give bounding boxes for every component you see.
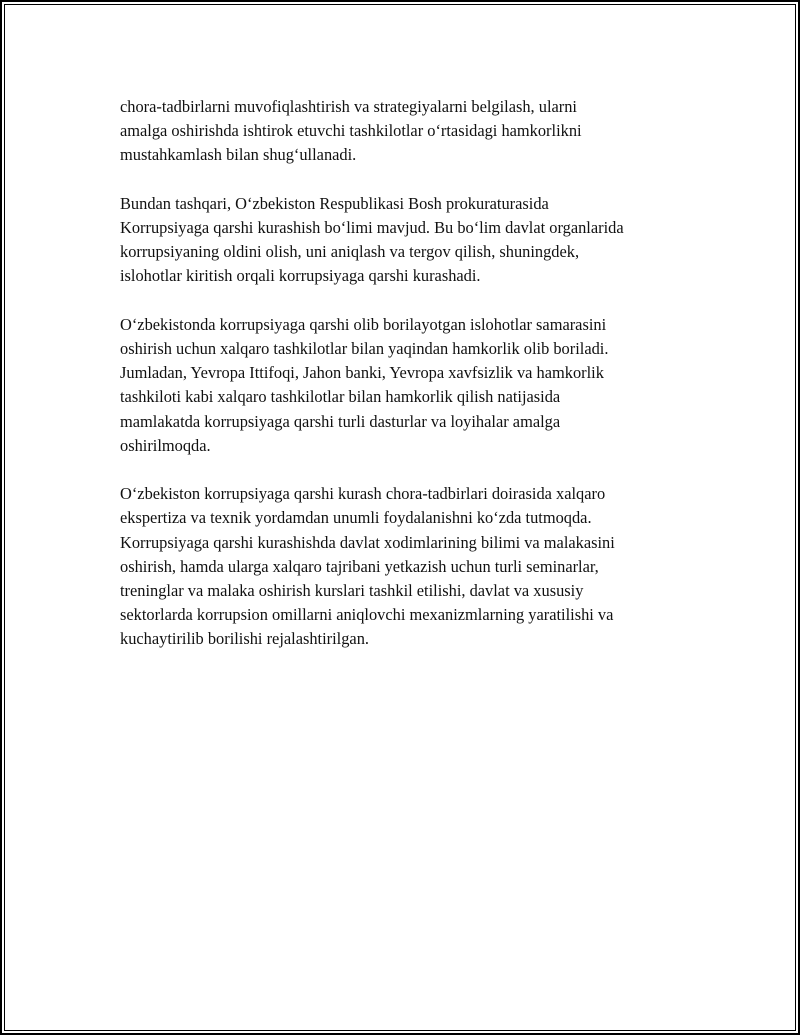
paragraph-3: O‘zbekistonda korrupsiyaga qarshi olib borilayotgan islohotlar samarasini oshirish uchun xalqaro tashkilotlar bilan yaqindan hamkorlik olib boriladi. Jumladan, Yevropa Ittifoqi, Jahon banki, Yevropa xavfsizlik va hamkorlik tashkiloti kabi xalqaro tashkilotlar bilan hamkorlik qilish natijasida mamlakatda korrupsiyaga qarshi turli dasturlar va loyihalar amalga oshirilmoqda. bbox=[120, 314, 609, 455]
page-body bbox=[120, 95, 700, 676]
paragraph-2: Bundan tashqari, O‘zbekiston Respublikasi Bosh prokuraturasida Korrupsiyaga qarshi kurashish bo‘limi mavjud. Bu bo‘lim davlat organlarida korrupsiyaning oldini olish, uni aniqlash va tergov qilish, shuningdek, islohotlar kiritish orqali korrupsiyaga qarshi kurashadi. bbox=[120, 193, 624, 286]
paragraph-1: chora-tadbirlarni muvofiqlashtirish va strategiyalarni belgilash, ularni amalga oshirishda ishtirok etuvchi tashkilotlar o‘rtasidagi hamkorlikni mustahkamlash bilan shug‘ullanadi. bbox=[120, 97, 582, 165]
paragraph-4: O‘zbekiston korrupsiyaga qarshi kurash chora-tadbirlari doirasida xalqaro ekspertiza va texnik yordamdan unumli foydalanishni ko‘zda tutmoqda. Korrupsiyaga qarshi kurashishda davlat xodimlarining bilimi va malakasini oshirish, hamda ularga xalqaro tajribani yetkazish uchun turli seminarlar, treninglar va malaka oshirish kurslari tashkil etilishi, davlat va xususiy sektorlarda korrupsion omillarni aniqlovchi mexanizmlarning yaratilishi va kuchaytirilib borilishi rejalashtirilgan. bbox=[120, 484, 615, 649]
